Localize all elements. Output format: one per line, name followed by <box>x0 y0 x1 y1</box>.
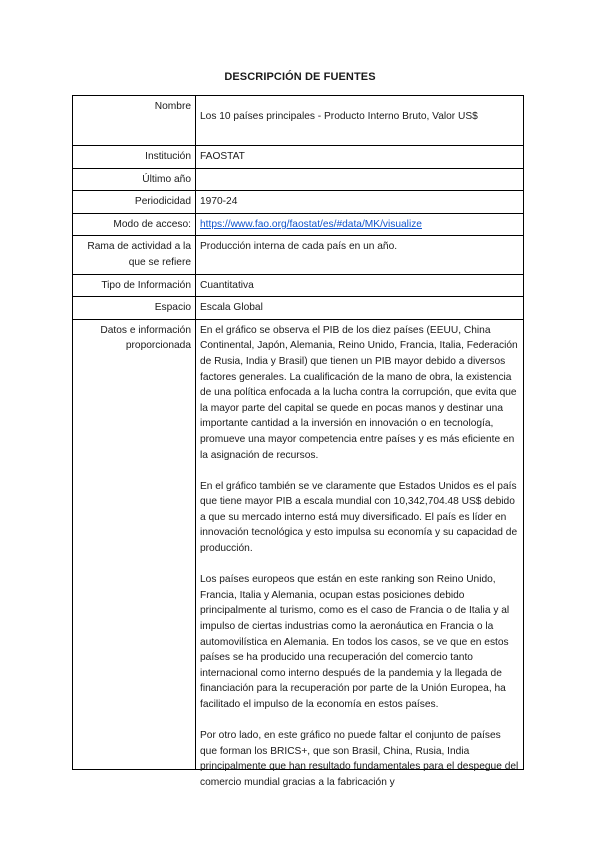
row-value-nombre: Los 10 países principales - Producto Interno Bruto, Valor US$ <box>196 96 524 146</box>
table-row-ultimo-ano <box>73 168 524 191</box>
page-title: DESCRIPCIÓN DE FUENTES <box>224 71 376 83</box>
row-value-modo-acceso <box>196 213 524 236</box>
description-text <box>200 323 519 788</box>
paragraph-2: En el gráfico también se ve claramente que Estados Unidos es el país que tiene mayor PIB a escala mundial con 10,342,704.48 US$ debido a que su mercado interno está muy diversificado. El país es líder en innovación tecnológica y esto impulsa su economía y su capacidad de producción. <box>200 480 518 555</box>
paragraph-4: Por otro lado, en este gráfico no puede faltar el conjunto de países que forman los BRICS+, que son Brasil, China, Rusia, India principalmente que han resultado fundamentales para el despegue del comercio mundial gracias a la fabricación y <box>200 730 519 788</box>
row-value-periodicidad: 1970-24 <box>196 191 524 214</box>
table-row-nombre <box>73 96 524 146</box>
table-row-modo-acceso <box>73 213 524 236</box>
paragraph-1: En el gráfico se observa el PIB de los diez países (EEUU, China Continental, Japón, Alemania, Reino Unido, Francia, Italia, Federación de Rusia, India y Brasil) que tienen un PIB mayor debido a diversos factores generales. La cualificación de la mano de obra, la existencia de una política enfocada a la lucha contra la corrupción, que evita que la mayor parte del capital se quede en pocas manos y destinar una importante cantidad a la inversión en innovación o en tecnología, promueve una mayor competencia entre países y es más eficiente en la asignación de recursos. <box>200 324 518 461</box>
row-value-rama-actividad: Producción interna de cada país en un año. <box>196 236 524 274</box>
row-label-ultimo-ano: Último año <box>73 168 196 191</box>
table-row-tipo-informacion <box>73 274 524 297</box>
table-row-rama-actividad <box>73 236 524 274</box>
table-row-institucion <box>73 146 524 169</box>
row-label-tipo-informacion: Tipo de Información <box>73 274 196 297</box>
row-value-institucion: FAOSTAT <box>196 146 524 169</box>
row-label-modo-acceso: Modo de acceso: <box>73 213 196 236</box>
access-link[interactable]: https://www.fao.org/faostat/es/#data/MK/visualize <box>200 218 422 230</box>
table-row-periodicidad <box>73 191 524 214</box>
row-value-tipo-informacion: Cuantitativa <box>196 274 524 297</box>
row-label-institucion: Institución <box>73 146 196 169</box>
row-label-periodicidad: Periodicidad <box>73 191 196 214</box>
table-row-datos-informacion <box>73 319 524 769</box>
row-value-espacio: Escala Global <box>196 297 524 320</box>
row-label-datos-informacion: Datos e información proporcionada <box>73 319 196 769</box>
row-label-nombre: Nombre <box>73 96 196 146</box>
table-row-espacio <box>73 297 524 320</box>
sources-table <box>72 95 524 788</box>
paragraph-3: Los países europeos que están en este ranking son Reino Unido, Francia, Italia y Alemania, ocupan estas posiciones debido principalmente al turismo, como es el caso de Francia o de Italia y al impulso de ciertas industrias como la aeronáutica en Francia o la automovilística en Alemania. En todos los casos, se ve que en estos países se ha producido una recuperación del comercio tanto internacional como interno después de la pandemia y la llegada de financiación para la recuperación por parte de la Unión Europea, ha facilitado el impulso de la economía en estos países. <box>200 574 510 710</box>
row-label-rama-actividad: Rama de actividad a la que se refiere <box>73 236 196 274</box>
row-value-ultimo-ano <box>196 168 524 191</box>
row-value-datos-informacion <box>196 319 524 788</box>
row-label-espacio: Espacio <box>73 297 196 320</box>
